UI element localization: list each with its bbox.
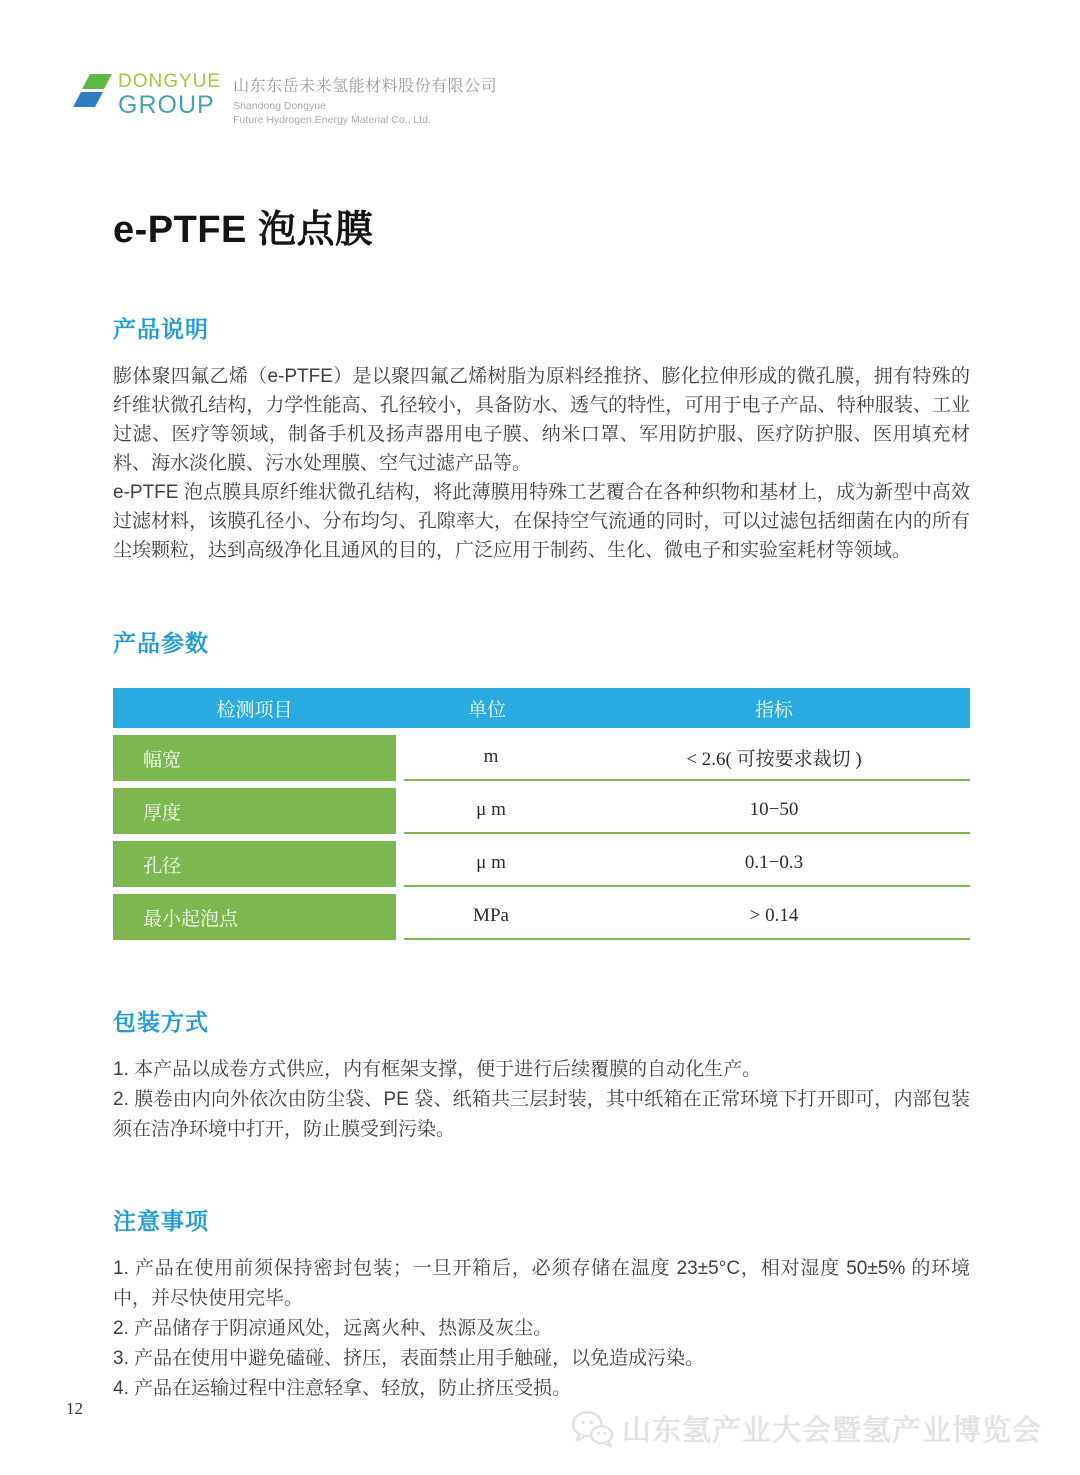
parameters-table xyxy=(113,688,970,940)
table-row xyxy=(113,788,970,834)
company-name-en xyxy=(233,99,497,127)
logotype-line1: DONGYUE xyxy=(118,71,222,92)
logotype-line2: GROUP xyxy=(118,91,215,119)
precautions-list xyxy=(113,1254,970,1404)
logo-green-parallelogram xyxy=(82,74,112,89)
section-product-parameters xyxy=(113,625,970,940)
description-paragraph: 膨体聚四氟乙烯（e-PTFE）是以聚四氟乙烯树脂为原料经推挤、膨化拉伸形成的微孔膜，拥有特殊的纤维状微孔结构，力学性能高、孔径较小，具备防水、透气的特性，可用于电子产品、特种服装、工业过滤、医疗等领域，制备手机及扬声器用电子膜、纳米口罩、军用防护服、医疗防护服、医用填充材料、海水淡化膜、污水处理膜、空气过滤产品等。 xyxy=(113,366,970,474)
table-header-item: 检测项目 xyxy=(216,699,293,721)
packaging-item: 2. 膜卷由内向外依次由防尘袋、PE 袋、纸箱共三层封装，其中纸箱在正常环境下打开即可，内部包装须在洁净环境中打开，防止膜受到污染。 xyxy=(113,1089,970,1140)
page-number: 12 xyxy=(66,1399,83,1418)
page-title: e-PTFE 泡点膜 xyxy=(113,209,374,251)
table-cell-values xyxy=(404,894,970,940)
company-en-line1: Shandong Dongyue xyxy=(233,100,326,112)
logo-blue-parallelogram xyxy=(73,92,103,107)
precaution-item: 4. 产品在运输过程中注意轻拿、轻放，防止挤压受损。 xyxy=(113,1378,572,1399)
precaution-item: 3. 产品在使用中避免磕碰、挤压，表面禁止用手触碰，以免造成污染。 xyxy=(113,1348,705,1369)
precaution-item: 1. 产品在使用前须保持密封包装；一旦开箱后，必须存储在温度 23±5°C，相对湿度 50±5% 的环境中，并尽快使用完毕。 xyxy=(113,1258,970,1309)
page-header xyxy=(76,72,497,127)
description-text xyxy=(113,362,970,565)
section-packaging xyxy=(113,1004,970,1145)
table-header-spec: 指标 xyxy=(754,699,793,721)
table-cell-unit: μ m xyxy=(476,852,506,873)
wechat-icon xyxy=(570,1409,616,1449)
table-header-row xyxy=(113,688,970,728)
packaging-heading: 包装方式 xyxy=(113,1009,209,1035)
logotype xyxy=(118,72,221,118)
table-cell-unit: μ m xyxy=(476,799,506,820)
precaution-item: 2. 产品储存于阴凉通风处，远离火种、热源及灰尘。 xyxy=(113,1318,553,1339)
watermark-text: 山东氢产业大会暨氢产业博览会 xyxy=(621,1415,1042,1447)
table-header-unit: 单位 xyxy=(467,699,506,721)
table-cell-item: 幅宽 xyxy=(113,735,396,781)
table-cell-spec: 0.1−0.3 xyxy=(744,852,804,873)
table-cell-values xyxy=(404,841,970,887)
table-cell-values xyxy=(404,788,970,834)
table-row xyxy=(113,841,970,887)
table-cell-spec: 10−50 xyxy=(749,799,799,820)
table-cell-item: 最小起泡点 xyxy=(113,894,396,940)
table-cell-spec: < 2.6( 可按要求裁切 ) xyxy=(686,748,862,770)
table-cell-item: 孔径 xyxy=(113,841,396,887)
dongyue-logo-icon xyxy=(76,74,110,116)
event-watermark xyxy=(570,1408,1042,1449)
table-cell-values xyxy=(404,735,970,781)
company-en-line2: Future Hydrogen Energy Material Co., Ltd. xyxy=(233,114,431,127)
company-name-block xyxy=(233,73,497,127)
description-heading: 产品说明 xyxy=(113,316,209,342)
company-name-cn: 山东东岳未来氢能材料股份有限公司 xyxy=(233,78,498,95)
precautions-heading: 注意事项 xyxy=(113,1208,209,1234)
table-cell-spec: > 0.14 xyxy=(749,905,799,926)
table-cell-item: 厚度 xyxy=(113,788,396,834)
main-content xyxy=(113,198,970,1404)
table-cell-unit: MPa xyxy=(473,905,509,926)
section-precautions xyxy=(113,1203,970,1404)
table-row xyxy=(113,735,970,781)
packaging-list xyxy=(113,1055,970,1145)
packaging-item: 1. 本产品以成卷方式供应，内有框架支撑，便于进行后续覆膜的自动化生产。 xyxy=(113,1059,762,1080)
description-paragraph: e-PTFE 泡点膜具原纤维状微孔结构，将此薄膜用特殊工艺覆合在各种织物和基材上，成为新型中高效过滤材料，该膜孔径小、分布均匀、孔隙率大，在保持空气流通的同时，可以过滤包括细菌在内的所有尘埃颗粒，达到高级净化且通风的目的，广泛应用于制药、生化、微电子和实验室耗材等领域。 xyxy=(113,482,970,561)
table-row xyxy=(113,894,970,940)
parameters-heading: 产品参数 xyxy=(113,630,209,656)
table-cell-unit: m xyxy=(483,746,499,767)
section-product-description xyxy=(113,311,970,565)
